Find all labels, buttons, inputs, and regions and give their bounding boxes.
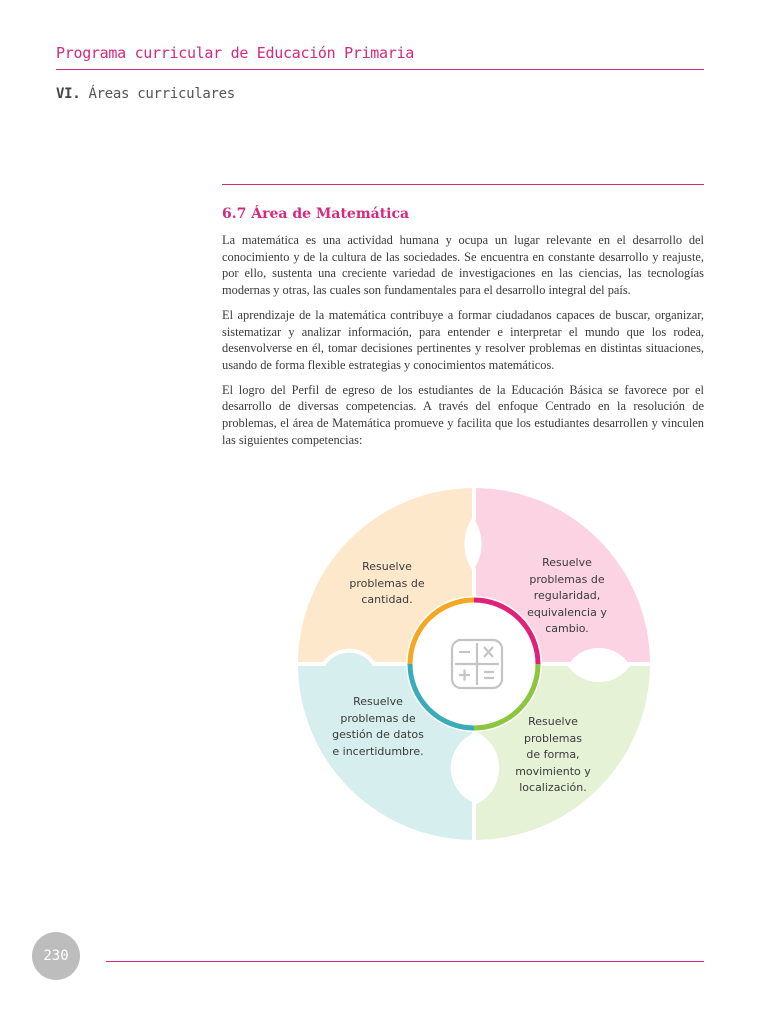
segment-label-datos: Resuelve problemas de gestión de datos e incertidumbre. [332,695,424,758]
article-body [222,232,704,456]
segment-label-cantidad: Resuelve problemas de cantidad. [349,560,425,606]
footer-rule [106,961,704,962]
header-title: Programa curricular de Educación Primaria [56,44,414,62]
section-number: VI. [56,86,81,102]
section-line [56,86,235,102]
section-title: Áreas curriculares [88,86,235,102]
segment-label-forma: Resuelve problemas de forma, movimiento y localización. [515,715,591,794]
page-number-badge: 230 [32,932,80,980]
competencies-diagram [290,483,658,845]
paragraph-2: El aprendizaje de la matemática contribuye a formar ciudadanos capaces de buscar, organizar, sistematizar y analizar información, para entender e interpretar el mundo que los rodea, desenvolverse en él, tomar decisiones pertinentes y resolver problemas en distintas situaciones, usando de forma flexible estrategias y conocimientos matemáticos. [222,307,704,372]
content-rule [222,184,704,185]
paragraph-3: El logro del Perfil de egreso de los estudiantes de la Educación Básica se favorece por el desarrollo de diversas competencias. A través del enfoque Centrado en la resolución de problemas, el área de Matemática promueve y facilita que los estudiantes desarrollen y vinculen las siguientes competencias: [222,382,704,447]
paragraph-1: La matemática es una actividad humana y ocupa un lugar relevante en el desarrollo del conocimiento y de la cultura de las sociedades. Se encuentra en constante desarrollo y reajuste, por ello, sustenta una creciente variedad de investigaciones en las ciencias, las tecnologías modernas y otras, las cuales son fundamentales para el desarrollo integral del país. [222,233,704,298]
header-rule [56,69,704,70]
article-heading: 6.7 Área de Matemática [222,206,410,222]
segment-label-regularidad: Resuelve problemas de regularidad, equivalencia y cambio. [527,556,607,635]
